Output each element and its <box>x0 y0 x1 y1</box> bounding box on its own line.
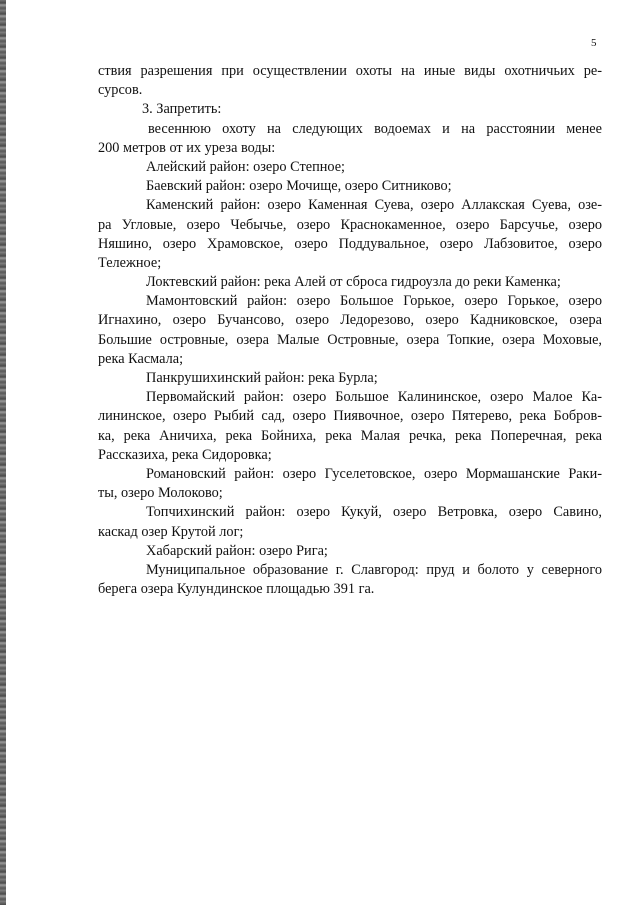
text-line: берега озера Кулундинское площадью 391 га. <box>98 581 375 598</box>
text-line: ствия разрешения при осуществлении охоты на иные виды охотничьих ре- <box>98 63 602 79</box>
text-line: Хабарский район: озеро Рига; <box>146 542 328 559</box>
text-line: Алейский район: озеро Степное; <box>146 158 346 175</box>
text-line: Муниципальное образование г. Славгород: пруд и болото у северного <box>146 561 602 578</box>
text-line: Няшино, озеро Храмовское, озеро Поддувальное, озеро Лабзовитое, озеро <box>98 235 602 252</box>
text-line: Игнахино, озеро Бучансово, озеро Ледорезово, озеро Кадниковское, озера <box>98 312 602 329</box>
text-line: Тележное; <box>98 254 162 271</box>
text-line: ка, река Аничиха, река Бойниха, река Малая речка, река Поперечная, река <box>98 427 602 444</box>
text-line: 3. Запретить: <box>142 101 222 118</box>
text-line: Баевский район: озеро Мочище, озеро Ситниково; <box>146 178 452 195</box>
text-line: каскад озер Крутой лог; <box>98 523 244 540</box>
text-line: ра Угловые, озеро Чебычье, озеро Краснокаменное, озеро Барсучье, озеро <box>98 216 602 233</box>
text-line: весеннюю охоту на следующих водоемах и на расстоянии менее <box>148 120 602 137</box>
scan-edge-shadow <box>0 0 6 905</box>
text-line: Каменский район: озеро Каменная Суева, озеро Аллакская Суева, озе- <box>146 197 602 214</box>
text-line: Рассказиха, река Сидоровка; <box>98 446 272 463</box>
text-line: Мамонтовский район: озеро Большое Горькое, озеро Горькое, озеро <box>146 293 602 310</box>
text-line: Панкрушихинский район: река Бурла; <box>146 370 378 386</box>
text-line: ты, озеро Молоково; <box>98 485 223 502</box>
text-line: Локтевский район: река Алей от сброса гидроузла до реки Каменка; <box>146 274 561 291</box>
text-line: сурсов. <box>98 82 143 99</box>
text-line: Первомайский район: озеро Большое Калининское, озеро Малое Ка- <box>146 389 602 406</box>
document-body <box>98 62 602 599</box>
text-line: Топчихинский район: озеро Кукуй, озеро Ветровка, озеро Савино, <box>146 504 602 521</box>
text-line: Романовский район: озеро Гуселетовское, озеро Мормашанские Раки- <box>146 465 602 482</box>
text-line: 200 метров от их уреза воды: <box>98 139 276 156</box>
text-line: Большие островные, озера Малые Островные, озера Топкие, озера Моховые, <box>98 331 602 348</box>
text-line: река Касмала; <box>98 350 184 367</box>
page-number: 5 <box>591 37 597 49</box>
text-line: лининское, озеро Рыбий сад, озеро Пиявочное, озеро Пятерево, река Бобров- <box>98 408 602 425</box>
